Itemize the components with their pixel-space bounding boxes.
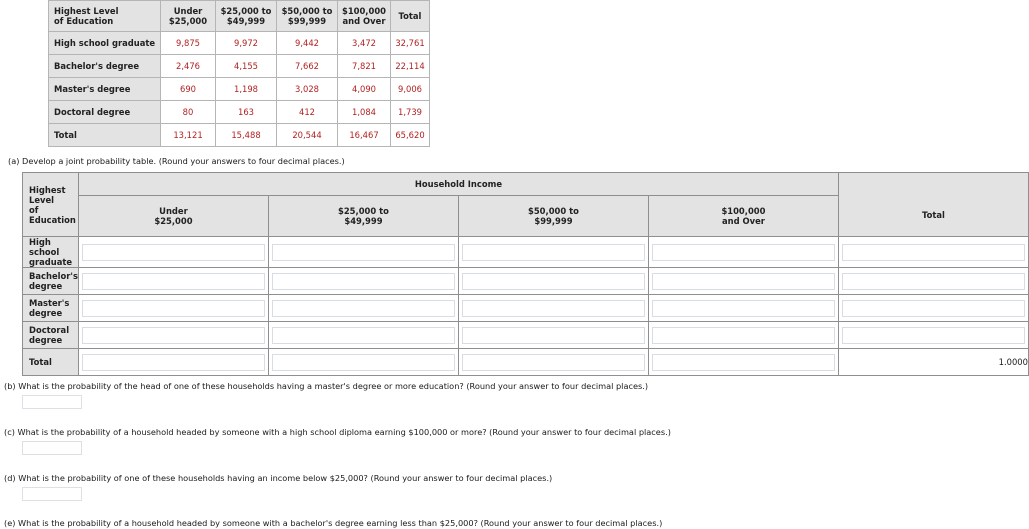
header-50k-99k: $50,000 to $99,999 (277, 1, 338, 32)
row-label: Doctoral degree (23, 322, 79, 349)
table-cell: 13,121 (161, 124, 216, 147)
row-label: Doctoral degree (49, 101, 161, 124)
question-e: (e) What is the probability of a household headed by someone with a bachelor's degree earning less than $25,000? (Round your answer to four decimal places.) (4, 518, 663, 528)
header-education: Highest Level of Education (49, 1, 161, 32)
table-cell: 690 (161, 78, 216, 101)
probability-input[interactable] (272, 327, 455, 344)
probability-input[interactable] (462, 354, 645, 371)
answer-b-input[interactable] (22, 395, 82, 409)
answer-c-input[interactable] (22, 441, 82, 455)
table-row (23, 295, 1029, 322)
table-cell: 1,739 (391, 101, 430, 124)
table-row (49, 124, 430, 147)
table-cell: 3,028 (277, 78, 338, 101)
joint-header-education: Highest Level of Education (23, 173, 79, 237)
table-row (49, 55, 430, 78)
row-label: Master's degree (23, 295, 79, 322)
table-row (49, 101, 430, 124)
table-cell: 32,761 (391, 32, 430, 55)
question-a: (a) Develop a joint probability table. (Round your answers to four decimal places.) (8, 156, 345, 166)
table-cell: 9,875 (161, 32, 216, 55)
table-cell: 3,472 (338, 32, 391, 55)
table-cell: 412 (277, 101, 338, 124)
joint-col-50k-99k: $50,000 to $99,999 (458, 196, 648, 237)
row-label: Total (49, 124, 161, 147)
table-cell: 16,467 (338, 124, 391, 147)
probability-input[interactable] (842, 273, 1025, 290)
table-row (23, 268, 1029, 295)
table-cell: 7,821 (338, 55, 391, 78)
answer-d-input[interactable] (22, 487, 82, 501)
joint-probability-table (22, 172, 1029, 376)
probability-input[interactable] (462, 327, 645, 344)
table-row (23, 349, 1029, 376)
grand-total-value: 1.0000 (838, 349, 1028, 376)
table-cell: 163 (216, 101, 277, 124)
household-income-header: Household Income (78, 173, 838, 196)
row-label: Bachelor's degree (23, 268, 79, 295)
probability-input[interactable] (272, 300, 455, 317)
probability-input[interactable] (462, 244, 645, 261)
probability-input[interactable] (842, 244, 1025, 261)
joint-col-25k-49k: $25,000 to $49,999 (268, 196, 458, 237)
table-cell: 2,476 (161, 55, 216, 78)
table-cell: 9,006 (391, 78, 430, 101)
table-cell: 65,620 (391, 124, 430, 147)
table-row (49, 78, 430, 101)
joint-col-under-25k: Under $25,000 (78, 196, 268, 237)
probability-input[interactable] (842, 300, 1025, 317)
header-total: Total (391, 1, 430, 32)
row-label: Bachelor's degree (49, 55, 161, 78)
table-row (23, 237, 1029, 268)
probability-input[interactable] (652, 354, 835, 371)
row-label: Total (23, 349, 79, 376)
probability-input[interactable] (652, 244, 835, 261)
table-cell: 9,442 (277, 32, 338, 55)
table-row (23, 322, 1029, 349)
probability-input[interactable] (82, 273, 265, 290)
question-b: (b) What is the probability of the head of one of these households having a master's degree or more education? (Round your answer to four decimal places.) (4, 381, 649, 391)
probability-input[interactable] (652, 300, 835, 317)
probability-input[interactable] (272, 244, 455, 261)
joint-header-total: Total (838, 173, 1028, 237)
table-cell: 4,155 (216, 55, 277, 78)
table-cell: 1,084 (338, 101, 391, 124)
probability-input[interactable] (842, 327, 1025, 344)
probability-input[interactable] (652, 273, 835, 290)
row-label: High school graduate (49, 32, 161, 55)
probability-input[interactable] (272, 273, 455, 290)
table-cell: 1,198 (216, 78, 277, 101)
table-cell: 15,488 (216, 124, 277, 147)
table-cell: 80 (161, 101, 216, 124)
question-c: (c) What is the probability of a household headed by someone with a high school diploma earning $100,000 or more? (Round your answer to four decimal places.) (4, 427, 671, 437)
probability-input[interactable] (652, 327, 835, 344)
probability-input[interactable] (462, 273, 645, 290)
probability-input[interactable] (82, 300, 265, 317)
header-under-25k: Under $25,000 (161, 1, 216, 32)
row-label: High school graduate (23, 237, 79, 268)
probability-input[interactable] (82, 327, 265, 344)
row-label: Master's degree (49, 78, 161, 101)
header-25k-49k: $25,000 to $49,999 (216, 1, 277, 32)
table-row (49, 32, 430, 55)
income-education-table (48, 0, 430, 147)
table-cell: 9,972 (216, 32, 277, 55)
table-cell: 4,090 (338, 78, 391, 101)
table-cell: 7,662 (277, 55, 338, 78)
probability-input[interactable] (272, 354, 455, 371)
probability-input[interactable] (462, 300, 645, 317)
table-cell: 22,114 (391, 55, 430, 78)
header-100k-over: $100,000 and Over (338, 1, 391, 32)
question-d: (d) What is the probability of one of these households having an income below $25,000? (Round your answer to four decimal places.) (4, 473, 553, 483)
probability-input[interactable] (82, 354, 265, 371)
table-cell: 20,544 (277, 124, 338, 147)
probability-input[interactable] (82, 244, 265, 261)
joint-col-100k-over: $100,000 and Over (648, 196, 838, 237)
